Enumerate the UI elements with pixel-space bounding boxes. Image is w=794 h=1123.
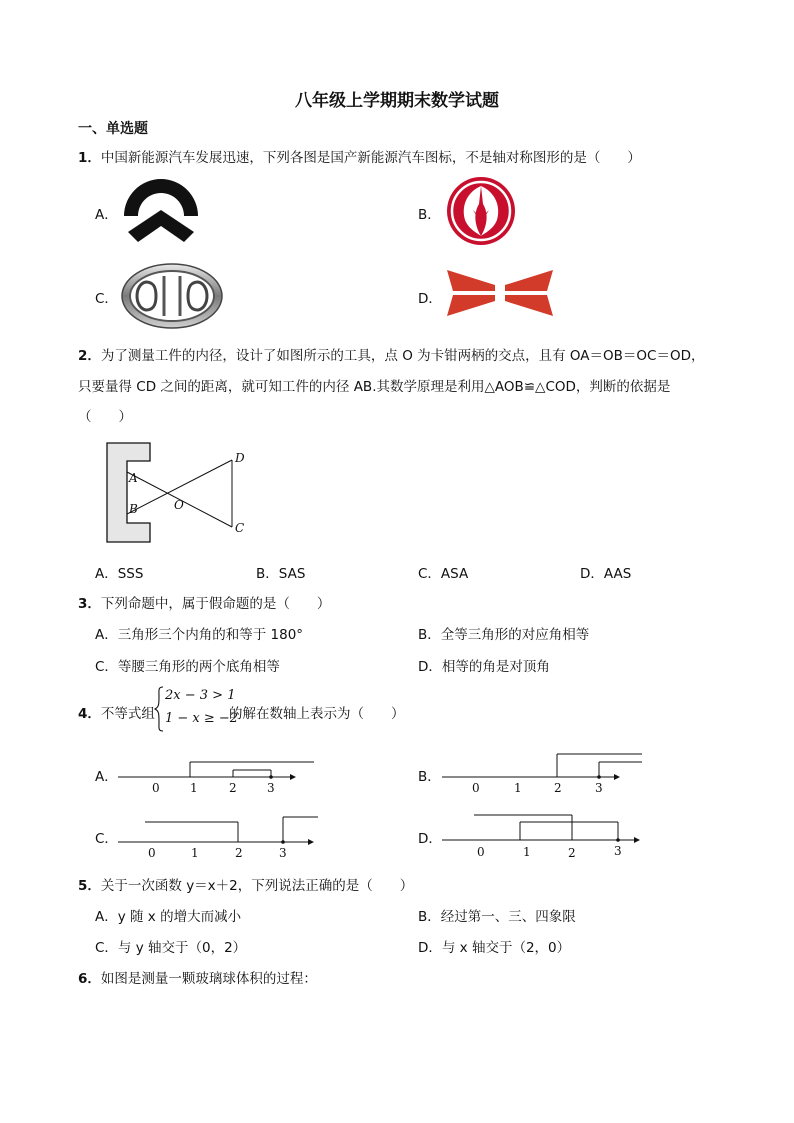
question-text: 中国新能源汽车发展迅速，下列各图是国产新能源汽车图标，不是轴对称图形的是（ ） — [100, 150, 641, 166]
tick-label: 0 — [148, 846, 156, 860]
question-1 — [78, 146, 641, 166]
question-number: 4． — [78, 706, 101, 722]
question-text: 为了测量工件的内径，设计了如图所示的工具，点 O 为卡钳两柄的交点，且有 OA＝OB＝OC＝OD， — [100, 348, 705, 364]
dongfeng-logo-icon — [443, 176, 519, 246]
point-d-label: D — [235, 451, 245, 465]
number-line-b — [442, 748, 647, 798]
tick-label: 1 — [190, 781, 198, 795]
point-b-label: B — [129, 502, 138, 516]
tick-label: 1 — [523, 845, 531, 859]
tick-label: 3 — [279, 846, 287, 860]
question-number: 1． — [78, 150, 101, 166]
option-a-label: A． — [95, 207, 118, 223]
option-d: D．AAS — [580, 566, 632, 582]
question-2-line-1 — [78, 344, 705, 364]
question-text: 下列命题中，属于假命题的是（ ） — [100, 596, 331, 612]
option-c: C．等腰三角形的两个底角相等 — [95, 659, 280, 675]
question-3 — [78, 592, 330, 612]
question-number: 3． — [78, 596, 101, 612]
point-o-label: O — [174, 498, 184, 512]
question-number: 2． — [78, 348, 101, 364]
option-d-label: D． — [418, 291, 442, 307]
option-c: C．与 y 轴交于（0，2） — [95, 940, 247, 956]
option-b-label: B． — [418, 769, 441, 785]
baic-logo-icon — [120, 262, 224, 330]
point-a-label: A — [129, 471, 138, 485]
option-c-label: C． — [95, 831, 118, 847]
question-6 — [78, 967, 317, 987]
option-c: C．ASA — [418, 566, 469, 582]
x-emblem-logo-icon — [447, 268, 553, 318]
tick-label: 2 — [568, 846, 576, 860]
option-b: B．SAS — [256, 566, 306, 582]
tick-label: 2 — [235, 846, 243, 860]
number-line-a — [118, 752, 318, 797]
system-brace-icon — [154, 686, 164, 732]
tick-label: 3 — [595, 781, 603, 795]
tick-label: 2 — [229, 781, 237, 795]
tick-label: 1 — [191, 846, 199, 860]
tick-label: 2 — [554, 781, 562, 795]
option-a: A．三角形三个内角的和等于 180° — [95, 627, 304, 643]
option-a: A．SSS — [95, 566, 144, 582]
section-heading: 一、单选题 — [78, 121, 148, 137]
nio-logo-icon — [120, 180, 202, 246]
tick-label: 3 — [614, 844, 622, 858]
option-b: B．全等三角形的对应角相等 — [418, 627, 590, 643]
inequality-2: 1 − x ≥ −2 — [165, 711, 239, 726]
question-2-line-2: 只要量得 CD 之间的距离，就可知工件的内径 AB.其数学原理是利用△AOB≌△COD，判断的依据是 — [78, 379, 671, 395]
option-a: A．y 随 x 的增大而减小 — [95, 909, 242, 925]
question-4-prefix — [78, 702, 155, 722]
number-line-c — [118, 814, 323, 862]
tick-label: 0 — [472, 781, 480, 795]
question-number: 6． — [78, 971, 101, 987]
option-c-label: C． — [95, 291, 118, 307]
question-2-line-3: （ ） — [78, 409, 132, 425]
tick-label: 3 — [267, 781, 275, 795]
question-text: 关于一次函数 y＝x＋2，下列说法正确的是（ ） — [100, 878, 414, 894]
question-4-suffix: 的解在数轴上表示为（ ） — [229, 706, 405, 722]
option-d-label: D． — [418, 831, 442, 847]
tick-label: 0 — [152, 781, 160, 795]
question-number: 5． — [78, 878, 101, 894]
option-d: D．相等的角是对顶角 — [418, 659, 550, 675]
option-b: B．经过第一、三、四象限 — [418, 909, 576, 925]
caliper-figure — [100, 440, 260, 552]
page-title: 八年级上学期期末数学试题 — [295, 91, 499, 111]
option-d: D．与 x 轴交于（2，0） — [418, 940, 571, 956]
question-text: 不等式组 — [100, 706, 155, 722]
number-line-d — [442, 812, 647, 862]
question-5 — [78, 874, 413, 894]
option-b-label: B． — [418, 207, 441, 223]
point-c-label: C — [235, 521, 245, 535]
question-text: 如图是测量一颗玻璃球体积的过程： — [100, 971, 317, 987]
tick-label: 0 — [477, 845, 485, 859]
inequality-1: 2x − 3 > 1 — [165, 688, 236, 703]
tick-label: 1 — [514, 781, 522, 795]
option-a-label: A． — [95, 769, 118, 785]
